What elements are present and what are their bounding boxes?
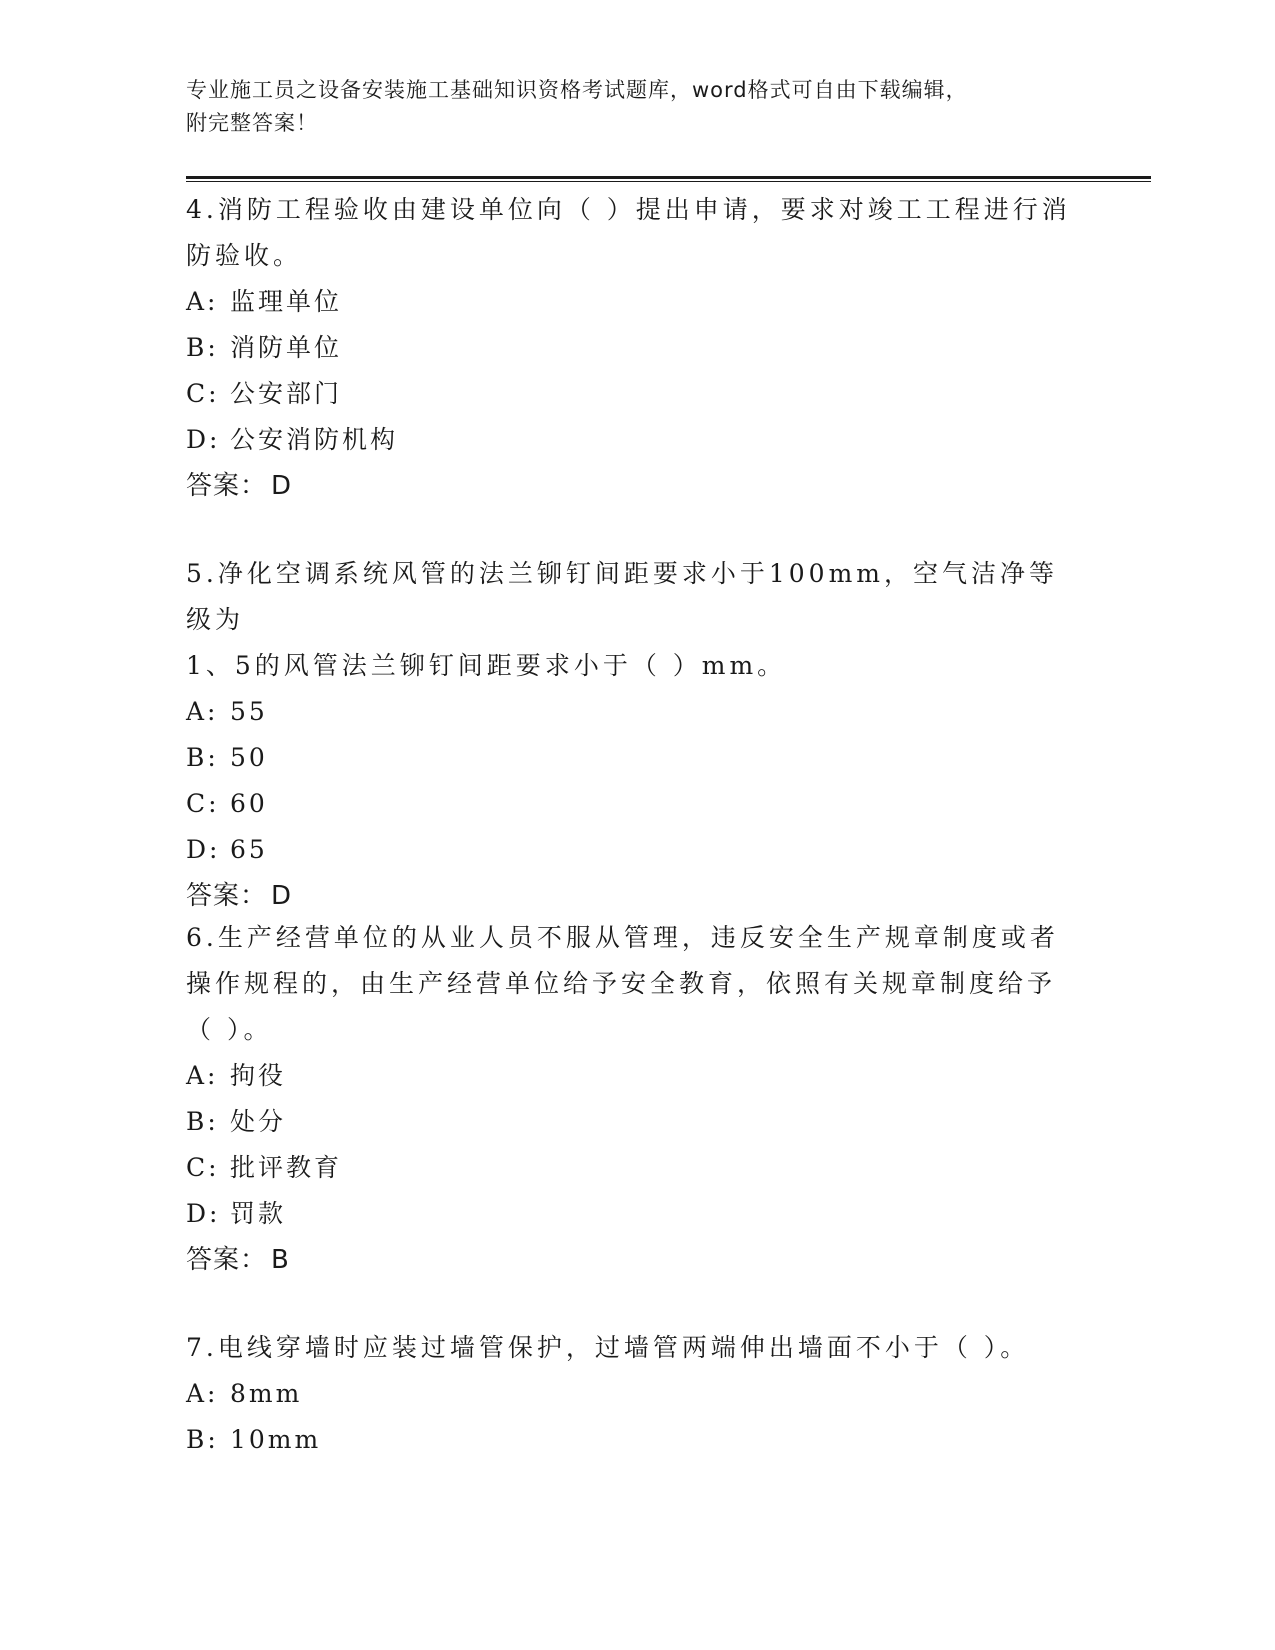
answer-line bbox=[186, 1237, 1086, 1283]
option-c bbox=[186, 1145, 1086, 1191]
question-7 bbox=[186, 1325, 1086, 1463]
option-text: 50 bbox=[230, 743, 268, 772]
answer-value: B bbox=[271, 1245, 290, 1275]
question-stem-line: 4.消防工程验收由建设单位向（ ）提出申请，要求对竣工工程进行消 bbox=[186, 195, 1071, 224]
option-letter: B: bbox=[186, 1425, 219, 1454]
option-c bbox=[186, 371, 1086, 417]
answer-value: D bbox=[271, 881, 293, 911]
question-stem-line: 1、5的风管法兰铆钉间距要求小于（ ）mm。 bbox=[186, 651, 787, 680]
option-text: 监理单位 bbox=[230, 287, 343, 316]
question-stem-line: 操作规程的，由生产经营单位给予安全教育，依照有关规章制度给予 bbox=[186, 969, 1057, 998]
option-d bbox=[186, 827, 1086, 873]
option-letter: D: bbox=[186, 835, 221, 864]
option-text: 批评教育 bbox=[230, 1153, 343, 1182]
question-4 bbox=[186, 187, 1086, 509]
question-stem-line: 7.电线穿墙时应装过墙管保护，过墙管两端伸出墙面不小于（ ）。 bbox=[186, 1333, 1030, 1362]
option-text: 8mm bbox=[230, 1379, 303, 1408]
question-5 bbox=[186, 551, 1086, 919]
option-a bbox=[186, 1053, 1086, 1099]
answer-line bbox=[186, 873, 1086, 919]
option-text: 55 bbox=[230, 697, 268, 726]
option-letter: A: bbox=[186, 287, 219, 316]
option-letter: D: bbox=[186, 1199, 221, 1228]
option-letter: B: bbox=[186, 743, 219, 772]
option-b bbox=[186, 325, 1086, 371]
option-a bbox=[186, 689, 1086, 735]
answer-label: 答案： bbox=[186, 881, 268, 911]
option-d bbox=[186, 1191, 1086, 1237]
option-letter: A: bbox=[186, 1061, 219, 1090]
option-letter: B: bbox=[186, 1107, 219, 1136]
option-letter: C: bbox=[186, 789, 220, 818]
option-text: 处分 bbox=[230, 1107, 287, 1136]
option-text: 公安部门 bbox=[230, 379, 343, 408]
option-d bbox=[186, 417, 1086, 463]
header-divider-thin bbox=[186, 181, 1151, 182]
option-text: 60 bbox=[230, 789, 268, 818]
option-letter: A: bbox=[186, 1379, 219, 1408]
option-b bbox=[186, 1417, 1086, 1463]
option-text: 拘役 bbox=[230, 1061, 287, 1090]
question-stem-line: 6.生产经营单位的从业人员不服从管理，违反安全生产规章制度或者 bbox=[186, 923, 1059, 952]
option-a bbox=[186, 1371, 1086, 1417]
answer-label: 答案： bbox=[186, 471, 268, 501]
answer-line bbox=[186, 463, 1086, 509]
header-divider-thick bbox=[186, 176, 1151, 179]
option-text: 消防单位 bbox=[230, 333, 343, 362]
option-letter: A: bbox=[186, 697, 219, 726]
option-b bbox=[186, 735, 1086, 781]
question-stem-line: 防验收。 bbox=[186, 241, 303, 270]
question-stem-line: （ ）。 bbox=[186, 1015, 273, 1044]
option-letter: C: bbox=[186, 379, 220, 408]
option-b bbox=[186, 1099, 1086, 1145]
document-header bbox=[186, 74, 1066, 140]
answer-label: 答案： bbox=[186, 1245, 268, 1275]
option-text: 65 bbox=[230, 835, 268, 864]
option-c bbox=[186, 781, 1086, 827]
option-text: 罚款 bbox=[230, 1199, 287, 1228]
header-line-1: 专业施工员之设备安装施工基础知识资格考试题库，word格式可自由下载编辑， bbox=[186, 78, 968, 102]
header-line-2: 附完整答案！ bbox=[186, 111, 318, 135]
option-letter: C: bbox=[186, 1153, 220, 1182]
question-6 bbox=[186, 915, 1086, 1283]
answer-value: D bbox=[271, 471, 293, 501]
option-text: 10mm bbox=[230, 1425, 322, 1454]
question-stem-line: 5.净化空调系统风管的法兰铆钉间距要求小于100mm，空气洁净等级为 bbox=[186, 559, 1058, 634]
option-letter: B: bbox=[186, 333, 219, 362]
option-a bbox=[186, 279, 1086, 325]
option-letter: D: bbox=[186, 425, 221, 454]
option-text: 公安消防机构 bbox=[230, 425, 399, 454]
